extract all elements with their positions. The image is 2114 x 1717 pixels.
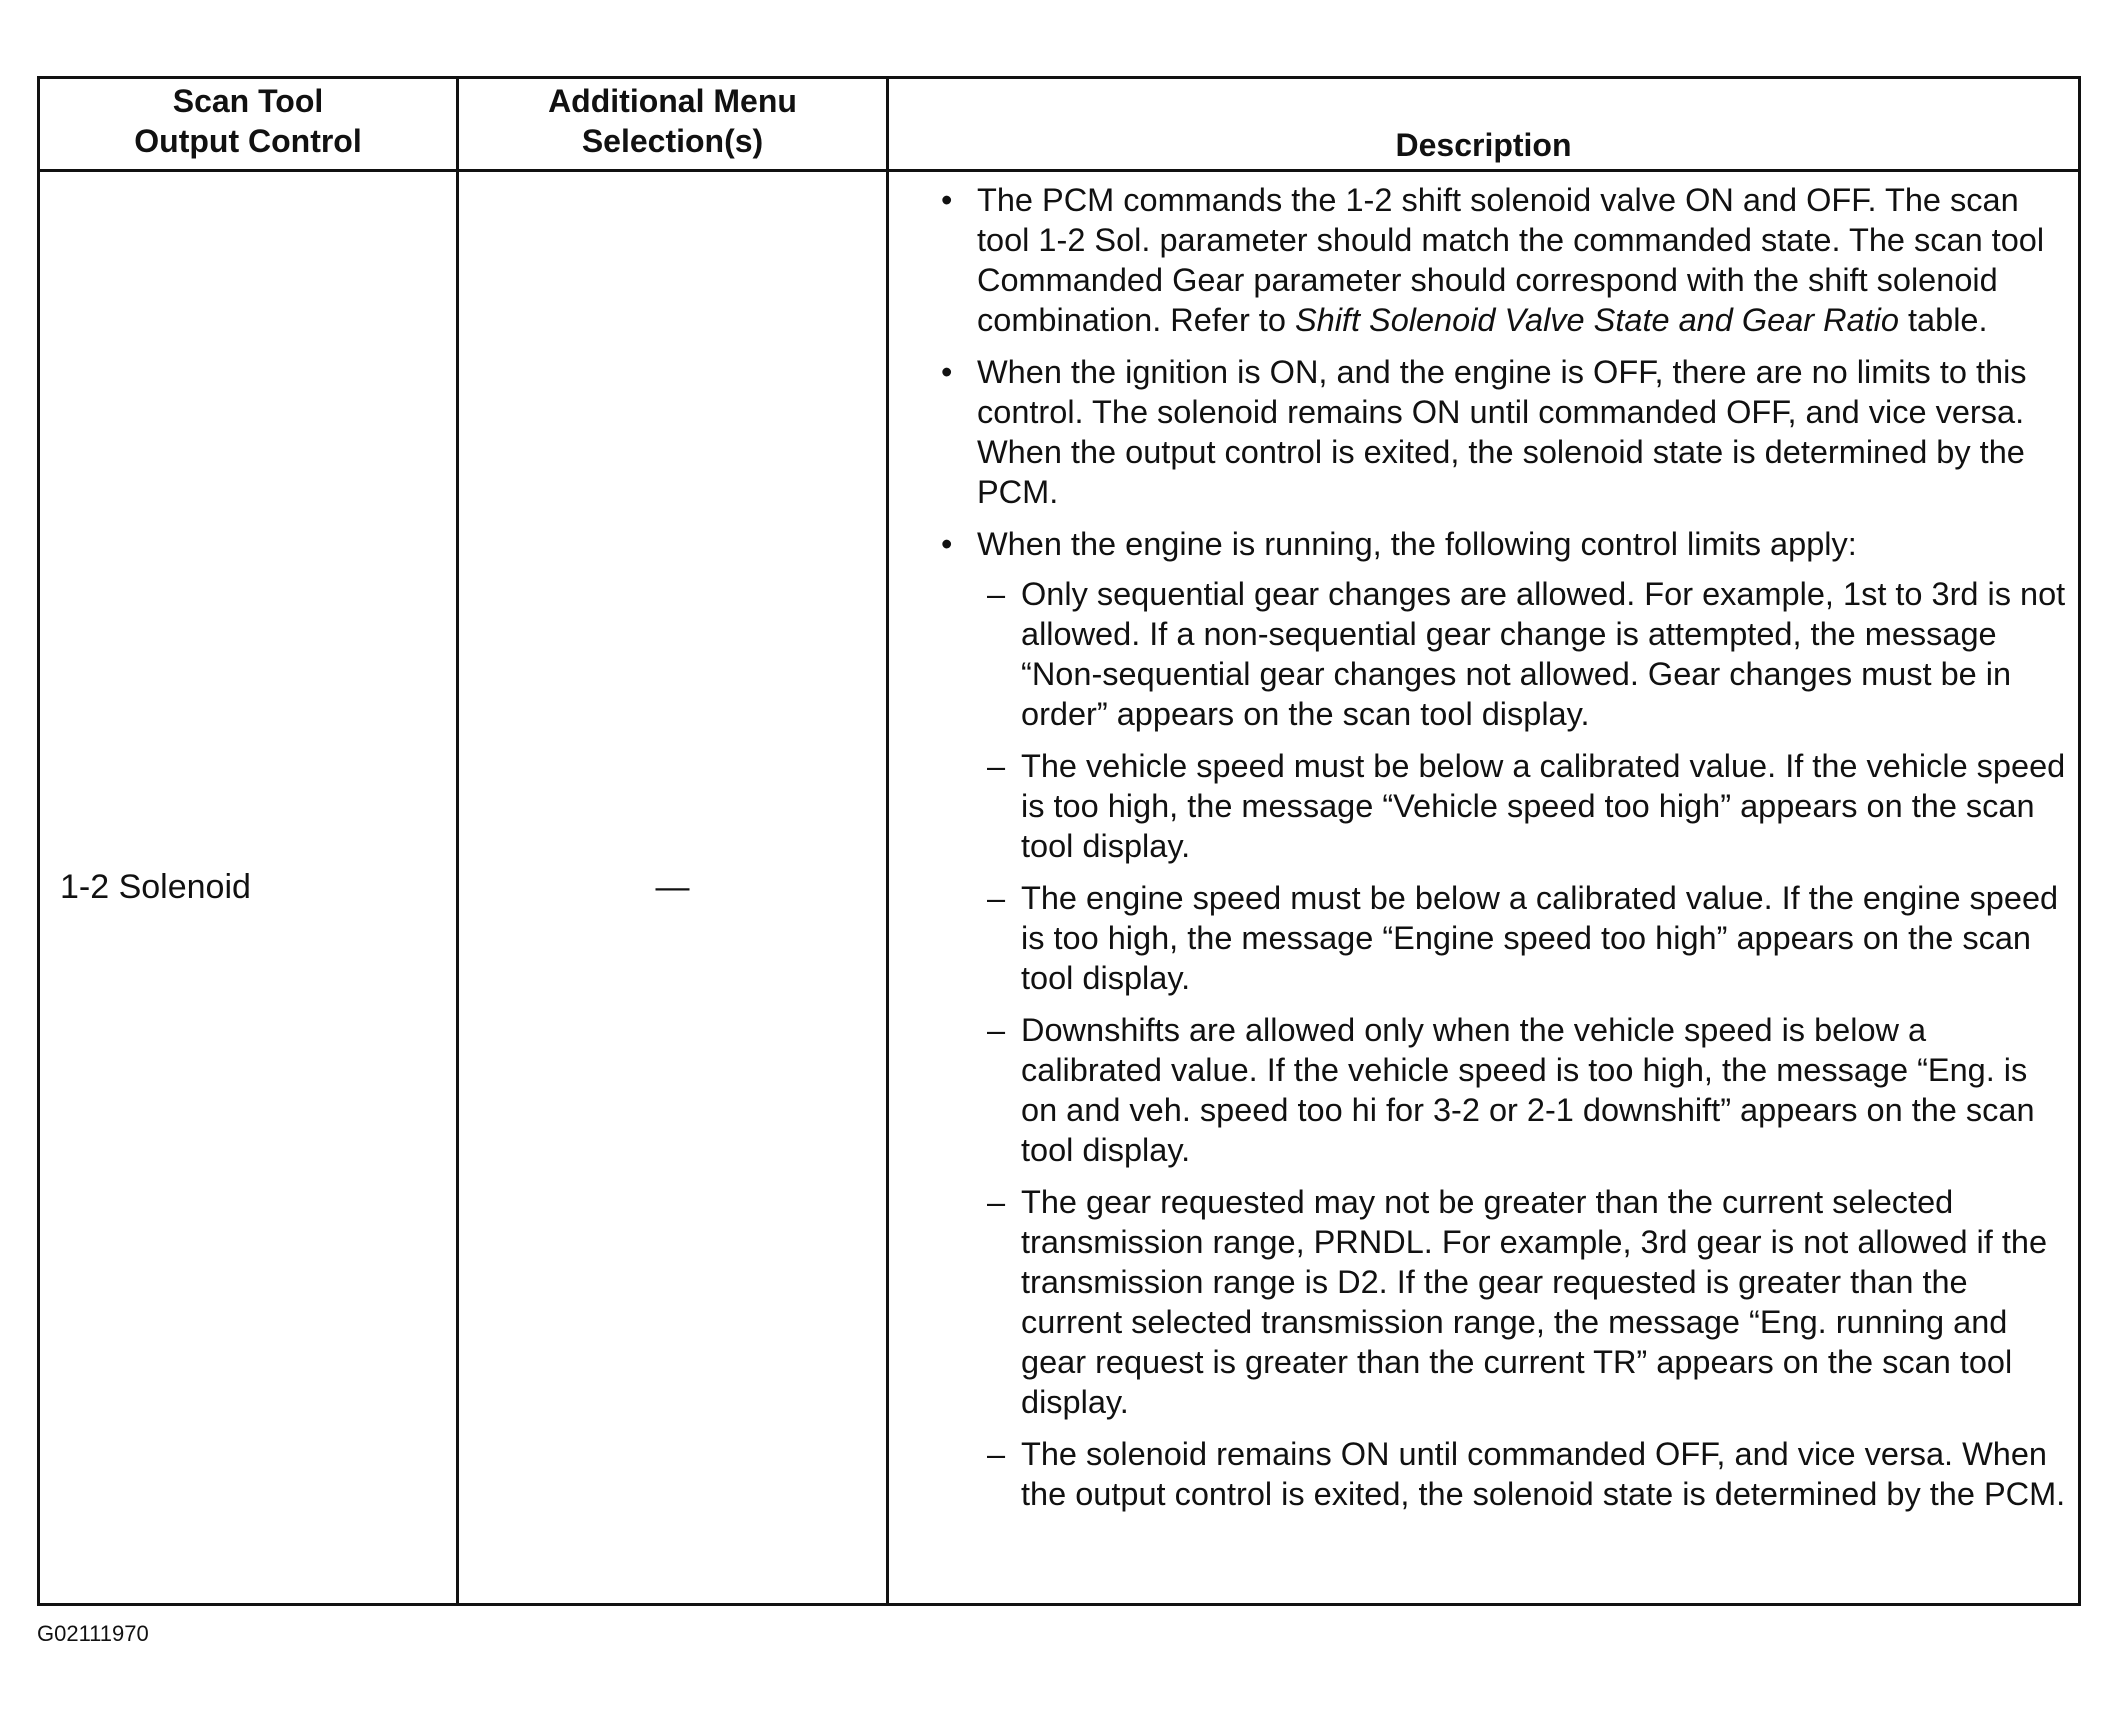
bullet-icon: •: [941, 526, 953, 562]
control-limit-item: [977, 1182, 2070, 1422]
control-limit-item: [977, 878, 2070, 998]
cell-output-control: [40, 172, 459, 1603]
bullet-italic-reference: Shift Solenoid Valve State and Gear Ratio: [1294, 302, 1899, 338]
bullet-icon: •: [941, 354, 953, 390]
bullet-text: When the engine is running, the following control limits apply:: [977, 526, 1857, 562]
control-limit-text: The engine speed must be below a calibrated value. If the engine speed is too high, the message “Engine speed too high” appears on the scan tool display.: [1021, 880, 2059, 996]
header-line: Selection(s): [581, 123, 764, 159]
control-limit-item: [977, 1434, 2070, 1514]
control-limits-list: [977, 574, 2070, 1514]
description-bullet: [941, 524, 2070, 1514]
header-description: [889, 79, 2078, 172]
header-additional-menu-selections: [459, 79, 889, 172]
dash-icon: –: [987, 880, 1006, 916]
output-control-table: [37, 76, 2081, 1606]
cell-menu-selection: [459, 172, 889, 1603]
cell-description: [889, 172, 2078, 1603]
header-line: Additional Menu: [548, 83, 797, 119]
control-limit-text: Downshifts are allowed only when the vehicle speed is below a calibrated value. If the vehicle speed is too high, the message “Eng. is on and veh. speed too hi for 3-2 or 2-1 downshift” appears on the scan tool display.: [1021, 1012, 2035, 1168]
output-control-value: 1-2 Solenoid: [60, 868, 251, 906]
description-bullet: [941, 352, 2070, 512]
header-line: Output Control: [134, 123, 362, 159]
header-scan-tool-output-control: [40, 79, 459, 172]
menu-selection-value: —: [655, 868, 690, 906]
dash-icon: –: [987, 1184, 1006, 1220]
control-limit-item: [977, 746, 2070, 866]
bullet-text: The PCM commands the 1-2 shift solenoid valve ON and OFF. The scan tool 1-2 Sol. parameter should match the commanded state. The scan tool Commanded Gear parameter should correspond with the shift solenoid combination. Refer to: [977, 182, 2045, 338]
header-line: Scan Tool: [172, 83, 324, 119]
bullet-text: When the ignition is ON, and the engine is OFF, there are no limits to this control. The solenoid remains ON until commanded OFF, and vice versa. When the output control is exited, the solenoid state is determined by the PCM.: [977, 354, 2027, 510]
control-limit-text: The vehicle speed must be below a calibrated value. If the vehicle speed is too high, the message “Vehicle speed too high” appears on the scan tool display.: [1021, 748, 2066, 864]
control-limit-item: [977, 574, 2070, 734]
dash-icon: –: [987, 1012, 1006, 1048]
control-limit-item: [977, 1010, 2070, 1170]
header-line: Description: [1395, 127, 1572, 163]
control-limit-text: Only sequential gear changes are allowed. For example, 1st to 3rd is not allowed. If a non-sequential gear change is attempted, the message “Non-sequential gear changes not allowed. Gear changes must be in order” appears on the scan tool display.: [1021, 576, 2066, 732]
description-bullet: [941, 180, 2070, 340]
dash-icon: –: [987, 748, 1006, 784]
dash-icon: –: [987, 576, 1006, 612]
figure-id-caption: G02111970: [37, 1621, 149, 1646]
dash-icon: –: [987, 1436, 1006, 1472]
bullet-text: table.: [1898, 302, 1988, 338]
control-limit-text: The gear requested may not be greater than the current selected transmission range, PRNDL. For example, 3rd gear is not allowed if the transmission range is D2. If the gear requested is greater than the current selected transmission range, the message “Eng. running and gear request is greater than the current TR” appears on the scan tool display.: [1021, 1184, 2048, 1420]
control-limit-text: The solenoid remains ON until commanded OFF, and vice versa. When the output control is exited, the solenoid state is determined by the PCM.: [1021, 1436, 2066, 1512]
bullet-icon: •: [941, 182, 953, 218]
description-list: [941, 180, 2070, 1514]
